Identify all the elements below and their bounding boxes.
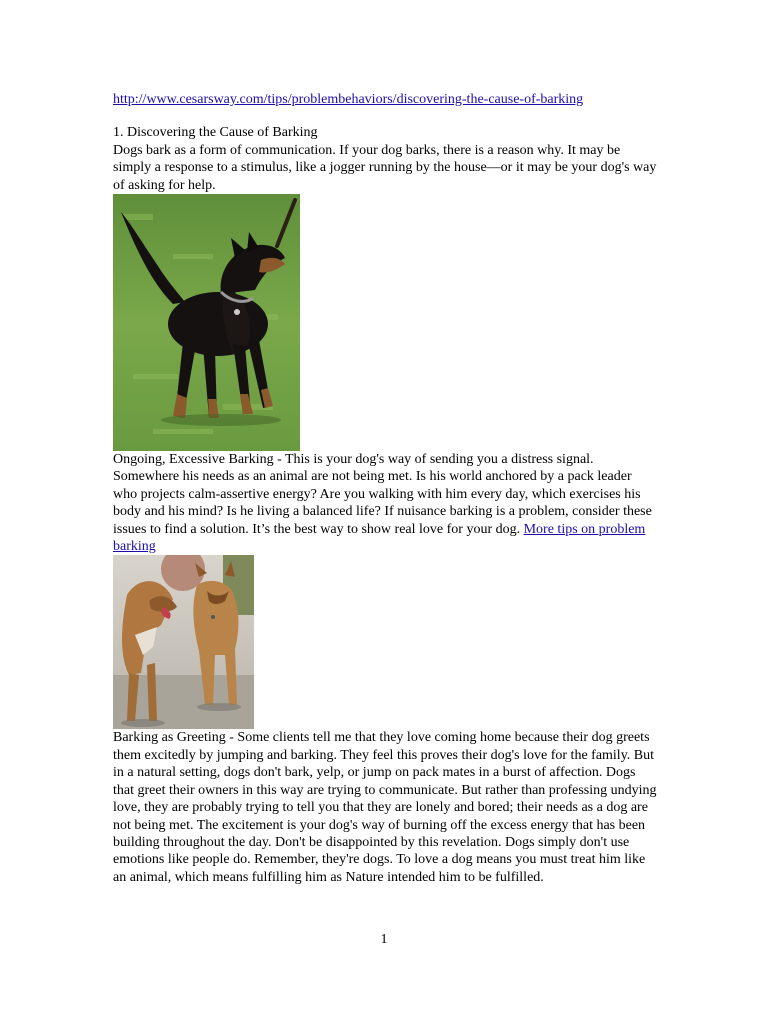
page-number: 1 (380, 932, 388, 947)
document-page (113, 91, 658, 886)
greeting-paragraph: Barking as Greeting - Some clients tell me that they love coming home because their dog greets them excitedly by jumping and barking. They feel this proves their dog's love for the family. But in a natural setting, dogs don't bark, yelp, or jump on pack mates in a burst of affection. Dogs that greet their owners in this way are trying to communicate. But rather than professing undying love, they are probably trying to tell you that they are lonely and bored; their needs as a dog are not being met. The excitement is your dog's way of burning off the excess energy that has been building throughout the day. Don't be disappointed by this revelation. Dogs simply don't use emotions like people do. Remember, they're dogs. To love a dog means you must treat him like an animal, which means fulfilling him as Nature intended him to be fulfilled. (113, 730, 657, 885)
intro-paragraph: Dogs bark as a form of communication. If your dog barks, there is a reason why. It may be simply a response to a stimulus, like a jogger running by the house—or it may be your dog's way of asking for help. (113, 142, 657, 193)
section-heading: 1. Discovering the Cause of Barking (113, 125, 318, 141)
source-url-link[interactable]: http://www.cesarsway.com/tips/problembehaviors/discovering-the-cause-of-barking (113, 92, 584, 107)
excessive-barking-text: Ongoing, Excessive Barking - This is your dog's way of sending you a distress signal. Somewhere his needs as an animal are not being met. Is his world anchored by a pack leader who projects calm-assertive energy? Are you walking with him every day, which exercises his body and his mind? Is he living a balanced life? If nuisance barking is a problem, consider these issues to find a solution. It’s the best way to show real love for your dog. (113, 452, 652, 537)
barking-dog-photo (113, 194, 300, 451)
more-tips-link[interactable]: More tips on problem barking (113, 521, 646, 555)
greeting-dogs-photo (113, 555, 254, 729)
excessive-barking-paragraph (113, 451, 658, 555)
